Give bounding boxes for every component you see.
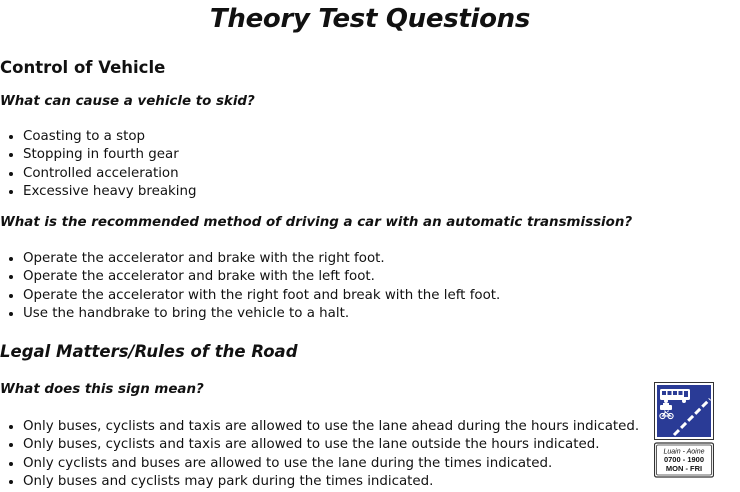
answer-option: • Only cyclists and buses are allowed to use the lane during the times indicated.	[23, 455, 639, 473]
answer-option: • Use the handbrake to bring the vehicle to a halt.	[23, 305, 500, 323]
bus-lane-sign-graphic	[654, 382, 714, 478]
answer-option: • Only buses and cyclists may park during the times indicated.	[23, 473, 639, 491]
sign-days-english: MON - FRI	[665, 464, 703, 473]
page-title: Theory Test Questions	[209, 4, 531, 34]
sign-hours: 0700 - 1900	[663, 455, 705, 464]
question-automatic: What is the recommended method of driving a car with an automatic transmission?	[0, 215, 633, 230]
section-heading-control-of-vehicle: Control of Vehicle	[0, 58, 166, 77]
question-sign: What does this sign mean?	[0, 382, 204, 397]
answer-list-skid	[0, 128, 197, 201]
answer-option: • Only buses, cyclists and taxis are allowed to use the lane outside the hours indicated.	[23, 436, 639, 454]
answer-option: • Coasting to a stop	[23, 128, 197, 146]
answer-option: • Operate the accelerator with the right foot and break with the left foot.	[23, 287, 500, 305]
answer-option: • Stopping in fourth gear	[23, 146, 197, 164]
question-skid: What can cause a vehicle to skid?	[0, 94, 255, 109]
answer-list-sign	[0, 418, 639, 491]
answer-option: • Excessive heavy breaking	[23, 183, 197, 201]
answer-option: • Controlled acceleration	[23, 165, 197, 183]
bus-lane-sign	[654, 382, 714, 482]
answer-list-automatic	[0, 250, 500, 323]
section-heading-legal-matters: Legal Matters/Rules of the Road	[0, 342, 298, 361]
sign-days-irish: Luain - Aoine	[663, 448, 705, 456]
answer-option: • Operate the accelerator and brake with the left foot.	[23, 268, 500, 286]
answer-option: • Operate the accelerator and brake with the right foot.	[23, 250, 500, 268]
answer-option: • Only buses, cyclists and taxis are allowed to use the lane ahead during the hours indicated.	[23, 418, 639, 436]
